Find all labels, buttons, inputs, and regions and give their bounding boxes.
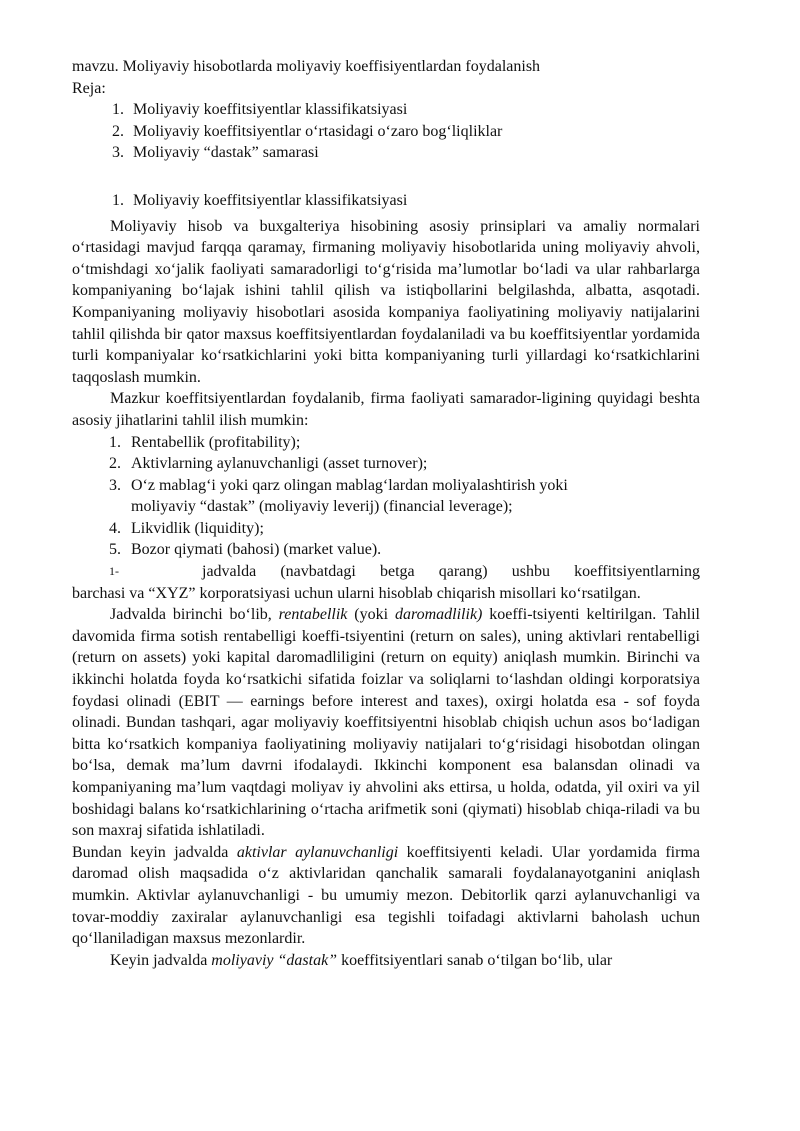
paragraph-3 — [72, 604, 700, 842]
paragraph-5-text: Keyin jadvalda — [110, 951, 212, 969]
aspect-item — [72, 475, 700, 518]
plan-item — [72, 142, 700, 164]
paragraph-3-text: koeffi-tsiyenti keltirilgan. Tahlil davomida firma sotish rentabelligi koeffi-tsiyentini (return on sales), uning aktivlari rentabelligi (return on assets) yoki kapital daromadliligini (return on equity) aniqlash mumkin. Birinchi va ikkinchi holatda foyda ko‘rsatkichi sifatida foizlar va soliqlarni to‘lashdan oldingi korporatsiya foydasi olinadi (EBIT — earnings before interest and taxes), oxirgi holatda esa - sof foyda olinadi. Bundan tashqari, agar moliyaviy koeffitsiyentni hisoblab chiqish uchun asos bo‘ladigan bitta ko‘rsatkich kompaniya faoliyatining moliyaviy natijalari to‘g‘risidagi hisobotdan olingan bo‘lsa, demak ma’lum davrni ifodalaydi. Ikkinchi komponent esa balansdan olinadi va kompaniyaning ma’lum vaqtdagi moliyav iy ahvolini aks ettirsa, u holda, odatda, yil oxiri va yil boshidagi balans ko‘rsatkichlarining o‘rtacha arifmetik soni (qiymati) hisoblab chiqa-riladi va bu son maxraj sifatida ishlatiladi. — [72, 606, 700, 840]
section-heading — [72, 190, 700, 212]
aspect-text-line1: O‘z mablag‘i yoki qarz olingan mablag‘lardan moliyalashtirish yoki — [131, 476, 568, 494]
paragraph-4 — [72, 842, 700, 950]
plan-item-text: Moliyaviy koeffitsiyentlar o‘rtasidagi o‘zaro bog‘liqliklar — [133, 122, 503, 140]
aspect-item — [72, 453, 700, 475]
aspect-number: 2. — [109, 455, 121, 473]
paragraph-5 — [72, 950, 700, 972]
plan-item — [72, 99, 700, 121]
section-title: Moliyaviy koeffitsiyentlar klassifikatsiyasi — [133, 191, 408, 209]
table-reference-continuation: barchasi va “XYZ” korporatsiyasi uchun ularni hisoblab chiqarish misollari ko‘rsatilgan. — [72, 584, 641, 602]
aspect-text: Aktivlarning aylanuvchanligi (asset turnover); — [131, 455, 428, 473]
aspect-number: 5. — [109, 541, 121, 559]
aspects-list — [72, 432, 700, 562]
paragraph-3-text: Jadvalda birinchi bo‘lib, — [110, 606, 279, 624]
paragraph-5-text: koeffitsiyentlari sanab o‘tilgan bo‘lib, ular — [337, 951, 613, 969]
plan-label: Reja: — [72, 79, 106, 97]
plan-item — [72, 121, 700, 143]
term-daromadlilik: daromadlilik) — [394, 606, 483, 624]
plan-item-text: Moliyaviy “dastak” samarasi — [133, 144, 319, 162]
aspect-text: Likvidlik (liquidity); — [131, 519, 264, 537]
plan-item-number: 2. — [112, 122, 124, 140]
table-number: 1- — [109, 564, 119, 579]
term-aktivlar-aylanuvchanligi: aktivlar aylanuvchanligi — [236, 843, 399, 861]
paragraph-4-text: Bundan keyin jadvalda — [72, 843, 237, 861]
aspect-number: 3. — [109, 476, 121, 494]
section-number: 1. — [112, 191, 124, 209]
paragraph-4-text: koeffitsiyenti keladi. Ular yordamida firma daromad olish maqsadida o‘z aktivlaridan qanchalik samarali foydalanayotganini aniqlash mumkin. Aktivlar aylanuvchanligi - bu umumiy mezon. Debitorlik qarzi aylanuvchanligi va tovar-moddiy zaxiralar aylanuvchanligi esa tegishli toifadagi aktivlarni baholash uchun qo‘llaniladigan maxsus mezonlardir. — [72, 843, 700, 948]
aspect-item — [72, 432, 700, 454]
paragraph-1: Moliyaviy hisob va buxgalteriya hisobining asosiy prinsiplari va amaliy normalari o‘rtasidagi mavjud farqqa qaramay, firmaning moliyaviy hisobotlarida uning moliyaviy ahvoli, o‘tmishdagi xo‘jalik faoliyati samaradorligi to‘g‘risida ma’lumotlar bo‘ladi va ular rahbarlarga kompaniyaning bo‘lajak ishini tahlil qilish va istiqbollarini belgilashda, albatta, asqotadi. Kompaniyaning moliyaviy hisobotlari asosida kompaniya faoliyatining moliyaviy natijalarini tahlil qilishda bir qator maxsus koeffitsiyentlardan foydalaniladi va bu koeffitsiyentlar yordamida turli kompaniyalar ko‘rsatkichlarini yoki bitta kompaniyaning turli yillardagi ko‘rsatkichlarini taqqoslash mumkin. — [72, 217, 700, 386]
table-reference-line — [72, 561, 700, 583]
plan-item-number: 3. — [112, 144, 124, 162]
aspect-text: Bozor qiymati (bahosi) (market value). — [131, 541, 382, 559]
aspect-number: 1. — [109, 433, 121, 451]
table-reference-text: jadvalda (navbatdagi betga qarang) ushbu koeffitsiyentlarning — [202, 563, 700, 581]
plan-item-text: Moliyaviy koeffitsiyentlar klassifikatsiyasi — [133, 101, 408, 119]
aspect-item — [72, 518, 700, 540]
aspect-text: Rentabellik (profitability); — [131, 433, 301, 451]
aspect-text-line2: moliyaviy “dastak” (moliyaviy leverij) (financial leverage); — [131, 498, 513, 516]
term-moliyaviy-dastak: moliyaviy “dastak” — [211, 951, 338, 969]
paragraph-2: Mazkur koeffitsiyentlardan foydalanib, firma faoliyati samarador-ligining quyidagi beshta asosiy jihatlarini tahlil ilish mumkin: — [72, 390, 700, 429]
aspect-number: 4. — [109, 519, 121, 537]
plan-list — [72, 99, 700, 164]
document-page — [72, 56, 700, 971]
term-rentabellik: rentabellik — [278, 606, 348, 624]
paragraph-3-text: (yoki — [347, 606, 395, 624]
aspect-item — [72, 539, 700, 561]
plan-item-number: 1. — [112, 101, 124, 119]
topic-line: mavzu. Moliyaviy hisobotlarda moliyaviy koeffisiyentlardan foydalanish — [72, 58, 541, 75]
